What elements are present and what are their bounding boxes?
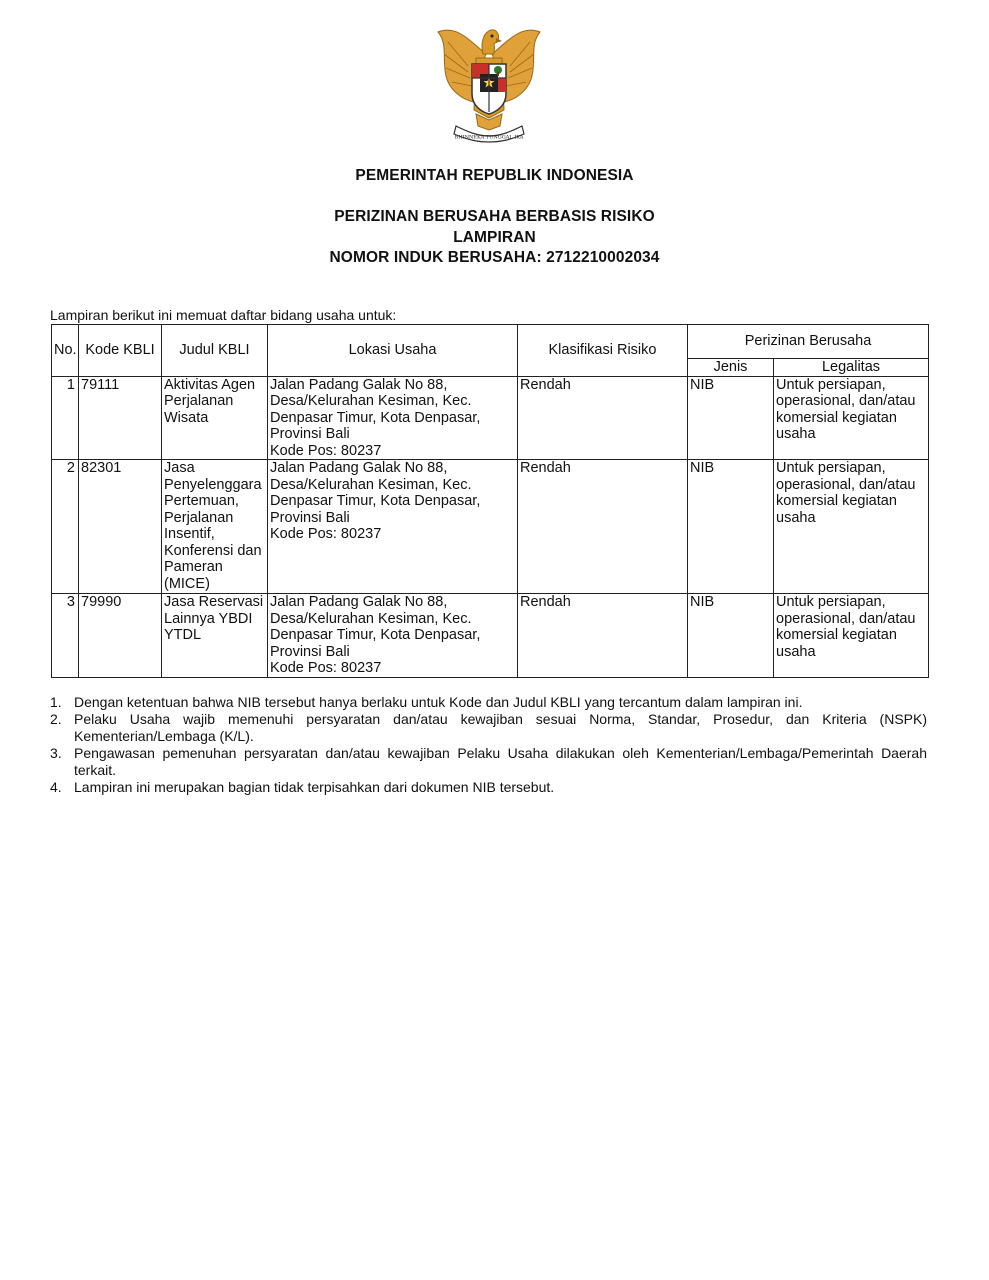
legalitas-line: komersial kegiatan bbox=[776, 627, 897, 643]
table-row bbox=[52, 594, 929, 678]
legalitas-line: Untuk persiapan, bbox=[776, 460, 886, 476]
lokasi-line: Provinsi Bali bbox=[270, 643, 350, 660]
row-legalitas bbox=[774, 376, 929, 460]
row-klasifikasi: Rendah bbox=[518, 594, 688, 678]
row-no: 1 bbox=[52, 376, 79, 460]
header-kode-kbli: Kode KBLI bbox=[79, 325, 162, 377]
row-no: 2 bbox=[52, 460, 79, 594]
row-jenis: NIB bbox=[688, 460, 774, 594]
legalitas-line: Untuk persiapan, bbox=[776, 594, 886, 610]
header-judul-kbli: Judul KBLI bbox=[162, 325, 268, 377]
table-row bbox=[52, 376, 929, 460]
garuda-emblem bbox=[428, 14, 550, 144]
legalitas-line: operasional, dan/atau bbox=[776, 393, 916, 409]
row-jenis: NIB bbox=[688, 376, 774, 460]
table-row bbox=[52, 460, 929, 594]
intro-text: Lampiran berikut ini memuat daftar bidang usaha untuk: bbox=[50, 307, 397, 323]
legalitas-line: komersial kegiatan bbox=[776, 493, 897, 509]
judul-line: Perjalanan bbox=[164, 509, 234, 526]
nib-number: NOMOR INDUK BERUSAHA: 2712210002034 bbox=[329, 249, 660, 266]
legalitas-line: komersial kegiatan bbox=[776, 409, 897, 426]
row-judul bbox=[162, 460, 268, 594]
judul-line: YTDL bbox=[164, 627, 202, 643]
note-text: Pengawasan pemenuhan persyaratan dan/atau kewajiban Pelaku Usaha dilakukan oleh Kementerian/Lembaga/Pemerintah Daerah terkait. bbox=[74, 745, 927, 778]
lokasi-line: Kode Pos: 80237 bbox=[270, 526, 382, 542]
row-kode: 79990 bbox=[79, 594, 162, 678]
row-judul bbox=[162, 376, 268, 460]
lokasi-line: Provinsi Bali bbox=[270, 509, 350, 526]
judul-line: Wisata bbox=[164, 409, 209, 426]
note-text: Pelaku Usaha wajib memenuhi persyaratan dan/atau kewajiban sesuai Norma, Standar, Prosedur, dan Kriteria (NSPK) Kementerian/Lembaga (K/L). bbox=[74, 711, 927, 744]
row-klasifikasi: Rendah bbox=[518, 376, 688, 460]
legalitas-line: usaha bbox=[776, 509, 816, 526]
legalitas-line: usaha bbox=[776, 643, 816, 660]
note-number: 2. bbox=[50, 711, 62, 727]
judul-line: Jasa Reservasi bbox=[164, 594, 264, 610]
lokasi-line: Jalan Padang Galak No 88, bbox=[270, 460, 448, 476]
lokasi-line: Desa/Kelurahan Kesiman, Kec. bbox=[270, 393, 472, 409]
business-fields-table bbox=[51, 324, 929, 678]
lokasi-line: Desa/Kelurahan Kesiman, Kec. bbox=[270, 610, 472, 627]
row-klasifikasi: Rendah bbox=[518, 460, 688, 594]
list-item bbox=[50, 711, 927, 745]
lokasi-line: Provinsi Bali bbox=[270, 426, 350, 442]
judul-line: Jasa bbox=[164, 460, 195, 476]
lokasi-line: Denpasar Timur, Kota Denpasar, bbox=[270, 627, 481, 643]
header-no: No. bbox=[52, 325, 79, 377]
row-kode: 79111 bbox=[79, 376, 162, 460]
judul-line: Aktivitas Agen bbox=[164, 376, 256, 393]
legalitas-line: operasional, dan/atau bbox=[776, 610, 916, 627]
emblem-motto: BHINNEKA TUNGGAL IKA bbox=[454, 134, 524, 141]
row-legalitas bbox=[774, 594, 929, 678]
judul-line: Lainnya YBDI bbox=[164, 610, 253, 627]
list-item bbox=[50, 694, 927, 711]
lokasi-line: Denpasar Timur, Kota Denpasar, bbox=[270, 409, 481, 426]
row-judul bbox=[162, 594, 268, 678]
note-number: 3. bbox=[50, 745, 62, 761]
judul-line: Penyelenggara bbox=[164, 476, 262, 493]
note-text: Lampiran ini merupakan bagian tidak terpisahkan dari dokumen NIB tersebut. bbox=[74, 779, 555, 795]
row-lokasi bbox=[268, 594, 518, 678]
judul-line: Insentif, bbox=[164, 526, 215, 542]
header-jenis: Jenis bbox=[688, 359, 774, 377]
government-title: PEMERINTAH REPUBLIK INDONESIA bbox=[355, 167, 634, 184]
document-subtitle: LAMPIRAN bbox=[453, 229, 536, 246]
row-lokasi bbox=[268, 460, 518, 594]
lokasi-line: Jalan Padang Galak No 88, bbox=[270, 376, 448, 393]
header-lokasi-usaha: Lokasi Usaha bbox=[268, 325, 518, 377]
notes-list bbox=[50, 694, 927, 796]
header-klasifikasi-risiko: Klasifikasi Risiko bbox=[518, 325, 688, 377]
judul-line: Pameran bbox=[164, 559, 223, 575]
judul-line: Perjalanan bbox=[164, 393, 234, 409]
judul-line: Konferensi dan bbox=[164, 542, 262, 559]
lokasi-line: Kode Pos: 80237 bbox=[270, 660, 382, 676]
row-lokasi bbox=[268, 376, 518, 460]
row-legalitas bbox=[774, 460, 929, 594]
legalitas-line: operasional, dan/atau bbox=[776, 476, 916, 493]
list-item bbox=[50, 779, 927, 796]
note-number: 4. bbox=[50, 779, 62, 795]
legalitas-line: Untuk persiapan, bbox=[776, 376, 886, 393]
judul-line: Pertemuan, bbox=[164, 493, 239, 509]
legalitas-line: usaha bbox=[776, 426, 816, 442]
row-jenis: NIB bbox=[688, 594, 774, 678]
lokasi-line: Kode Pos: 80237 bbox=[270, 442, 382, 459]
row-kode: 82301 bbox=[79, 460, 162, 594]
judul-line: (MICE) bbox=[164, 575, 210, 592]
lokasi-line: Jalan Padang Galak No 88, bbox=[270, 594, 448, 610]
row-no: 3 bbox=[52, 594, 79, 678]
header-perizinan-berusaha: Perizinan Berusaha bbox=[688, 325, 929, 359]
list-item bbox=[50, 745, 927, 779]
lokasi-line: Denpasar Timur, Kota Denpasar, bbox=[270, 493, 481, 509]
header-legalitas: Legalitas bbox=[774, 359, 929, 377]
lokasi-line: Desa/Kelurahan Kesiman, Kec. bbox=[270, 476, 472, 493]
note-number: 1. bbox=[50, 694, 62, 710]
document-title: PERIZINAN BERUSAHA BERBASIS RISIKO bbox=[334, 208, 655, 225]
note-text: Dengan ketentuan bahwa NIB tersebut hanya berlaku untuk Kode dan Judul KBLI yang tercantum dalam lampiran ini. bbox=[74, 694, 803, 710]
